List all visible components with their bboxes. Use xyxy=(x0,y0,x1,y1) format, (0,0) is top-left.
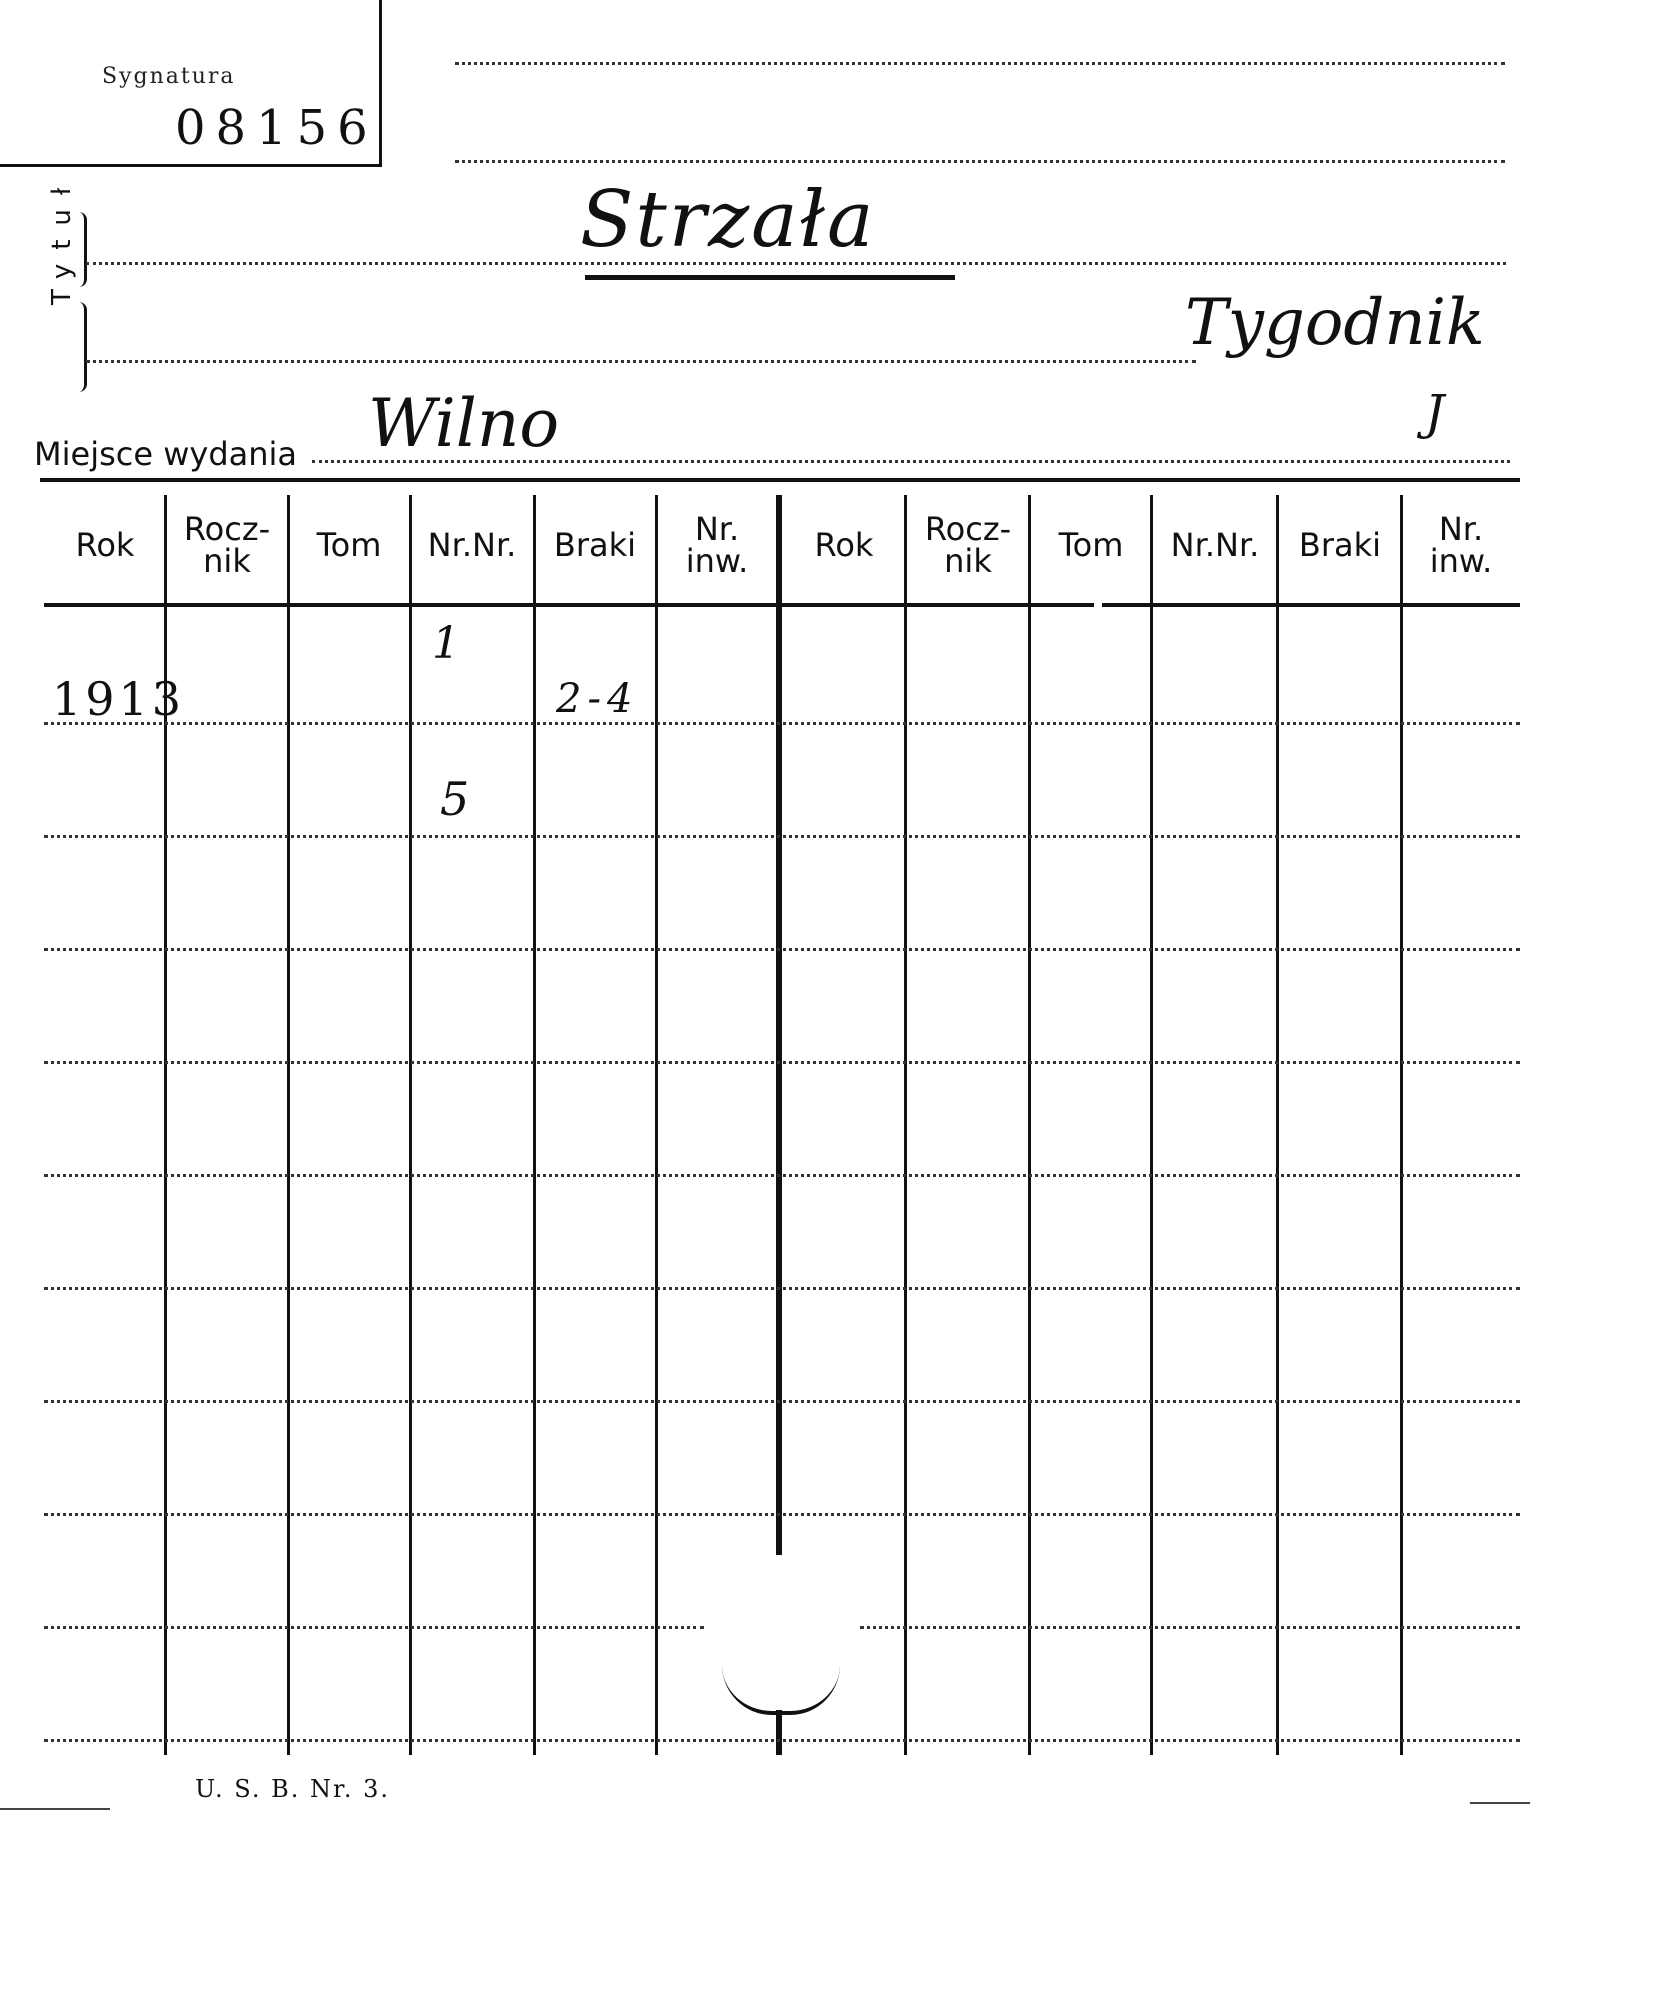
header-rok-right: Rok xyxy=(814,526,874,564)
title-label: Tytuł xyxy=(47,173,77,305)
header-rocznik-right: Rocz- nik xyxy=(924,510,1012,580)
form-code: U. S. B. Nr. 3. xyxy=(195,1775,391,1803)
entry-braki: 2-4 xyxy=(556,676,639,722)
column-divider xyxy=(1276,495,1279,1755)
header-nrinw-right: Nr. inw. xyxy=(1429,510,1493,580)
center-divider xyxy=(776,495,782,1555)
place-label: Miejsce wydania xyxy=(34,435,298,473)
title-underline xyxy=(585,275,955,280)
punch-hole-notch xyxy=(722,1665,840,1715)
signature-value: 08156 xyxy=(175,100,378,156)
row-line xyxy=(860,1626,1520,1629)
header-nrinw-left: Nr. inw. xyxy=(685,510,749,580)
row-line xyxy=(44,1174,1520,1177)
row-line xyxy=(44,1400,1520,1403)
place-handwritten: Wilno xyxy=(368,385,560,462)
row-line xyxy=(44,835,1520,838)
title-handwritten: Strzała xyxy=(580,175,876,265)
column-divider xyxy=(287,495,290,1755)
header-nrnr-right: Nr.Nr. xyxy=(1170,526,1260,564)
column-divider xyxy=(409,495,412,1755)
row-line xyxy=(44,1061,1520,1064)
top-line-1 xyxy=(455,62,1505,65)
row-line xyxy=(44,1287,1520,1290)
title-line-2 xyxy=(86,360,1196,363)
table-header-rule-right xyxy=(1102,603,1520,607)
center-divider-stub xyxy=(776,1710,782,1755)
signature-label: Sygnatura xyxy=(102,64,236,89)
signature-box xyxy=(0,0,382,167)
header-braki-right: Braki xyxy=(1298,526,1382,564)
column-divider xyxy=(1150,495,1153,1755)
table-top-rule xyxy=(40,478,1520,482)
mark-handwritten: J xyxy=(1425,385,1445,441)
row-line xyxy=(44,1513,1520,1516)
top-line-2 xyxy=(455,160,1505,163)
row-line xyxy=(44,948,1520,951)
header-tom-right: Tom xyxy=(1058,526,1124,564)
scan-edge-mark xyxy=(1470,1802,1530,1804)
header-rocznik-left: Rocz- nik xyxy=(183,510,271,580)
row-line xyxy=(44,1739,1520,1742)
entry-nrnr-2: 5 xyxy=(440,772,470,826)
title-brace-upper xyxy=(72,212,87,287)
scan-edge-mark xyxy=(0,1808,110,1810)
header-braki-left: Braki xyxy=(553,526,637,564)
column-divider xyxy=(904,495,907,1755)
header-tom-left: Tom xyxy=(316,526,382,564)
column-divider xyxy=(533,495,536,1755)
column-divider xyxy=(1400,495,1403,1755)
row-line xyxy=(44,722,1520,725)
entry-nrnr-1: 1 xyxy=(432,618,460,669)
header-nrnr-left: Nr.Nr. xyxy=(427,526,517,564)
table-header-rule-left xyxy=(44,603,1094,607)
subtitle-handwritten: Tygodnik xyxy=(1185,286,1485,360)
column-divider xyxy=(655,495,658,1755)
title-brace-lower xyxy=(72,302,87,392)
column-divider xyxy=(1028,495,1031,1755)
entry-rok: 1913 xyxy=(52,672,186,726)
row-line xyxy=(44,1626,704,1629)
header-rok-left: Rok xyxy=(75,526,135,564)
